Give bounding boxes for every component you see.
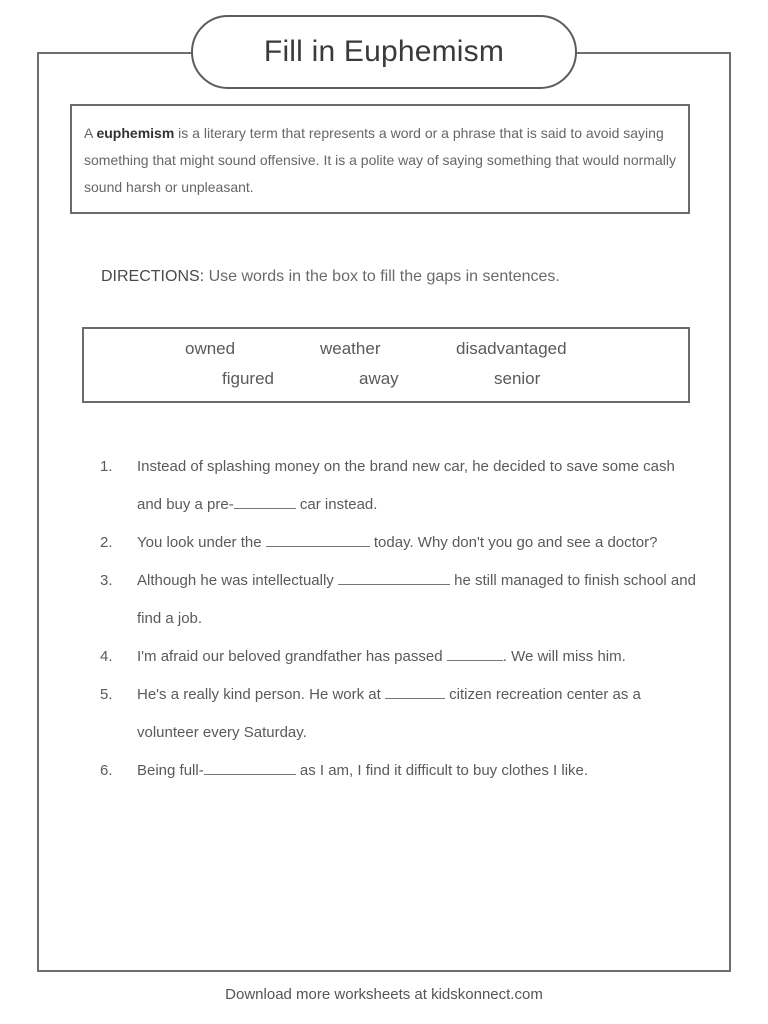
answer-blank[interactable] xyxy=(338,570,450,585)
word-bank-item: owned xyxy=(185,339,236,358)
question-text-before: You look under the xyxy=(137,534,266,551)
answer-blank[interactable] xyxy=(204,760,296,775)
word-bank-item: disadvantaged xyxy=(456,339,567,358)
question-list xyxy=(100,448,700,790)
question-number: 1. xyxy=(100,458,113,475)
word-bank-item: senior xyxy=(494,369,541,388)
question-item xyxy=(100,638,700,676)
definition-lead: A xyxy=(84,125,97,141)
answer-blank[interactable] xyxy=(234,494,296,509)
word-bank-item: away xyxy=(359,369,399,388)
title-banner xyxy=(191,15,577,89)
question-text-after: he still managed to finish school and find a job. xyxy=(137,572,696,627)
footer-credit: Download more worksheets at kidskonnect.com xyxy=(225,986,543,1003)
question-item xyxy=(100,676,700,752)
question-text-before: Although he was intellectually xyxy=(137,572,338,589)
question-text-after: . We will miss him. xyxy=(502,648,626,665)
question-text-after: car instead. xyxy=(295,496,378,513)
page-title: Fill in Euphemism xyxy=(263,35,505,68)
question-text-after: citizen recreation center as a volunteer every Saturday. xyxy=(137,686,641,741)
answer-blank[interactable] xyxy=(447,646,503,661)
directions-label: DIRECTIONS: xyxy=(101,268,205,285)
question-text-before: Being full- xyxy=(137,762,204,779)
directions-text: Use words in the box to fill the gaps in sentences. xyxy=(204,268,560,285)
question-item xyxy=(100,752,700,790)
answer-blank[interactable] xyxy=(266,532,370,547)
question-number: 3. xyxy=(100,572,113,589)
question-number: 5. xyxy=(100,686,113,703)
question-number: 6. xyxy=(100,762,113,779)
word-bank xyxy=(82,327,690,403)
question-text-before: He's a really kind person. He work at xyxy=(137,686,385,703)
definition-term: euphemism xyxy=(96,125,175,141)
question-item xyxy=(100,448,700,524)
definition-body: is a literary term that represents a word or a phrase that is said to avoid saying something that might sound offensive. It is a polite way of saying something that would normally sound harsh or unpleasant. xyxy=(84,125,676,195)
question-number: 2. xyxy=(100,534,113,551)
question-text-before: Instead of splashing money on the brand new car, he decided to save some cash and buy a pre- xyxy=(137,458,675,513)
question-text-before: I'm afraid our beloved grandfather has passed xyxy=(137,648,447,665)
question-text-after: as I am, I find it difficult to buy clothes I like. xyxy=(295,762,589,779)
answer-blank[interactable] xyxy=(385,684,445,699)
question-item xyxy=(100,562,700,638)
question-item xyxy=(100,524,700,562)
word-bank-item: figured xyxy=(222,369,274,388)
definition-box xyxy=(70,104,690,214)
question-number: 4. xyxy=(100,648,113,665)
word-bank-item: weather xyxy=(320,339,381,358)
directions xyxy=(101,268,560,286)
question-text-after: today. Why don't you go and see a doctor? xyxy=(369,534,658,551)
